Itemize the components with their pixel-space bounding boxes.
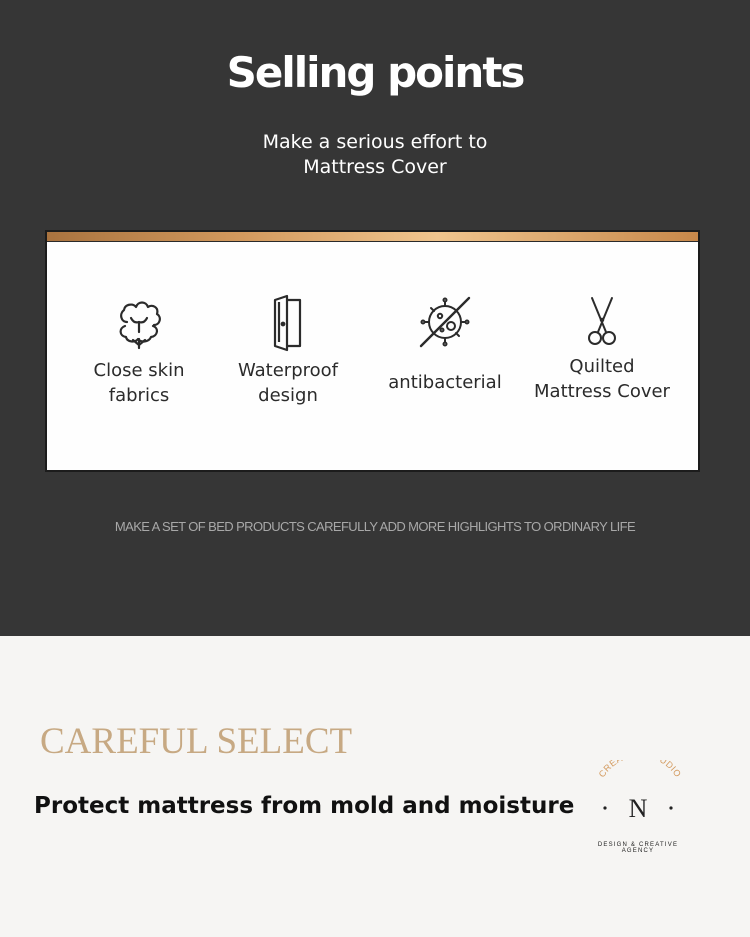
feature-label-line2: fabrics xyxy=(108,385,170,406)
feature-label-line1: antibacterial xyxy=(388,372,502,393)
creative-studio-logo xyxy=(580,760,700,860)
feature-label-line1: Quilted xyxy=(569,356,635,377)
feature-close-skin xyxy=(64,292,214,408)
logo-dot-left xyxy=(603,806,606,809)
protect-text: Protect mattress from mold and moisture xyxy=(34,793,575,819)
feature-antibacterial xyxy=(370,292,520,395)
logo-bottom-line1: DESIGN & CREATIVE xyxy=(597,842,679,848)
scissors-icon xyxy=(572,292,632,352)
logo-bottom-line2: AGENCY xyxy=(621,848,655,854)
feature-label-line2: Mattress Cover xyxy=(534,381,670,402)
features-card xyxy=(45,230,700,472)
feature-waterproof xyxy=(213,292,363,408)
subtitle-line-2: Mattress Cover xyxy=(303,156,447,178)
feature-label-line2: design xyxy=(258,385,318,406)
careful-select-heading: CAREFUL SELECT xyxy=(40,721,353,762)
feature-quilted xyxy=(527,292,677,404)
logo-dot-right xyxy=(669,806,672,809)
cotton-icon xyxy=(109,292,169,352)
page-title: Selling points xyxy=(226,48,524,97)
subtitle-line-1: Make a serious effort to xyxy=(262,131,488,153)
door-icon xyxy=(258,292,318,352)
no-bacteria-icon xyxy=(415,292,475,352)
logo-arc-text: CRE UDIO xyxy=(596,760,684,780)
feature-label-line1: Waterproof xyxy=(237,360,338,381)
svg-text:CREATIVE STUDIO xyxy=(597,760,684,779)
subtitle xyxy=(0,130,750,180)
feature-label-line1: Close skin xyxy=(93,360,185,381)
logo-letter: N xyxy=(628,794,648,823)
tagline: MAKE A SET OF BED PRODUCTS CAREFULLY ADD MORE HIGHLIGHTS TO ORDINARY LIFE xyxy=(114,519,636,534)
logo-mark xyxy=(580,760,700,860)
gold-bar xyxy=(47,232,698,242)
